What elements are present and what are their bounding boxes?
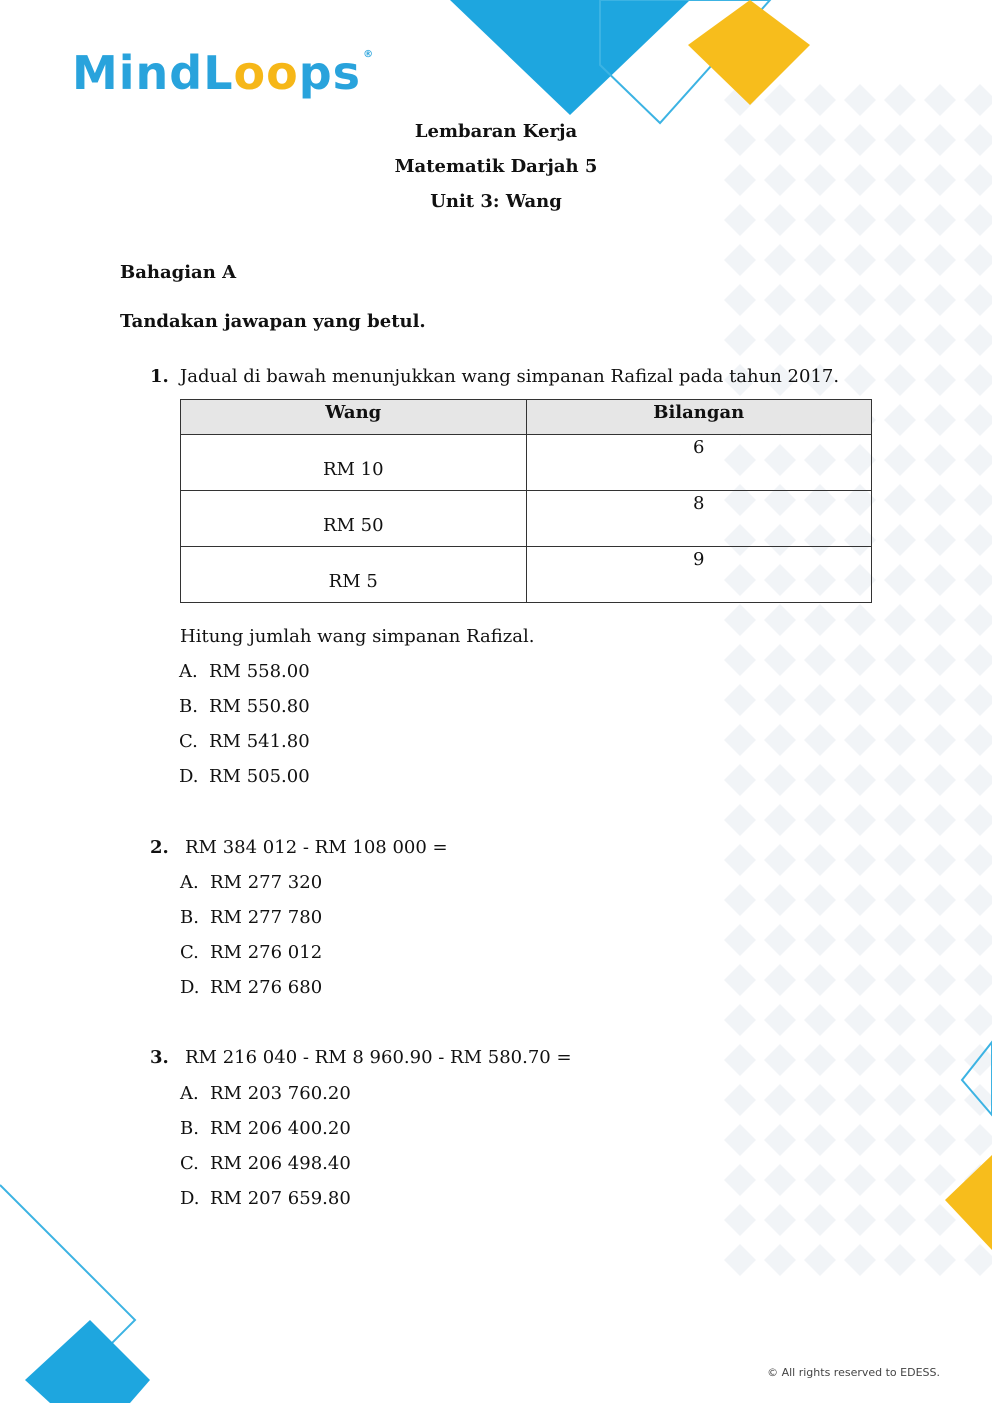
option-letter: C. bbox=[179, 731, 198, 752]
section-title: Bahagian A bbox=[120, 262, 237, 283]
money-amount-cell: RM 10 bbox=[322, 459, 384, 480]
option-text: RM 550.80 bbox=[209, 696, 310, 717]
answer-option[interactable] bbox=[179, 766, 310, 787]
question-number: 2. bbox=[150, 837, 169, 858]
option-letter: A. bbox=[179, 661, 198, 682]
option-text: RM 206 400.20 bbox=[210, 1118, 351, 1139]
count-cell: 9 bbox=[693, 549, 705, 570]
savings-table bbox=[180, 399, 872, 603]
answer-option[interactable] bbox=[179, 731, 310, 752]
option-text: RM 206 498.40 bbox=[210, 1153, 351, 1174]
option-text: RM 277 780 bbox=[210, 907, 323, 928]
column-header: Wang bbox=[181, 400, 527, 435]
answer-option[interactable] bbox=[180, 1188, 351, 1209]
answer-option[interactable] bbox=[180, 872, 322, 893]
option-letter: C. bbox=[180, 1153, 199, 1174]
option-text: RM 277 320 bbox=[210, 872, 323, 893]
question-number: 1. bbox=[150, 366, 169, 387]
option-letter: B. bbox=[179, 696, 198, 717]
table-row bbox=[181, 491, 872, 547]
option-letter: D. bbox=[179, 766, 199, 787]
question-text: Jadual di bawah menunjukkan wang simpanan Rafizal pada tahun 2017. bbox=[180, 366, 840, 387]
option-letter: A. bbox=[180, 872, 199, 893]
question-number: 3. bbox=[150, 1047, 169, 1068]
table-row bbox=[181, 547, 872, 603]
option-text: RM 276 012 bbox=[210, 942, 323, 963]
question-prompt: Hitung jumlah wang simpanan Rafizal. bbox=[180, 626, 535, 647]
answer-option[interactable] bbox=[180, 1153, 351, 1174]
unit-title: Unit 3: Wang bbox=[430, 191, 562, 212]
count-cell: 8 bbox=[693, 493, 705, 514]
money-amount-cell: RM 5 bbox=[328, 571, 378, 592]
answer-option[interactable] bbox=[180, 907, 322, 928]
option-text: RM 541.80 bbox=[209, 731, 310, 752]
option-text: RM 276 680 bbox=[210, 977, 323, 998]
subject-title: Matematik Darjah 5 bbox=[394, 156, 598, 177]
option-letter: A. bbox=[180, 1083, 199, 1104]
answer-option[interactable] bbox=[180, 1118, 351, 1139]
column-header: Bilangan bbox=[526, 400, 872, 435]
option-letter: D. bbox=[180, 977, 200, 998]
section-instruction: Tandakan jawapan yang betul. bbox=[120, 311, 426, 332]
mindloops-logo: MindLoops ® bbox=[72, 46, 375, 100]
copyright-footer: © All rights reserved to EDESS. bbox=[767, 1366, 940, 1379]
option-letter: D. bbox=[180, 1188, 200, 1209]
option-text: RM 207 659.80 bbox=[210, 1188, 351, 1209]
answer-option[interactable] bbox=[179, 661, 310, 682]
money-amount-cell: RM 50 bbox=[322, 515, 384, 536]
answer-option[interactable] bbox=[180, 942, 322, 963]
answer-option[interactable] bbox=[180, 1083, 351, 1104]
count-cell: 6 bbox=[693, 437, 705, 458]
worksheet-title: Lembaran Kerja bbox=[414, 121, 578, 142]
option-letter: C. bbox=[180, 942, 199, 963]
question-text: RM 216 040 - RM 8 960.90 - RM 580.70 = bbox=[185, 1047, 572, 1068]
table-row bbox=[181, 435, 872, 491]
option-text: RM 505.00 bbox=[209, 766, 310, 787]
answer-option[interactable] bbox=[179, 696, 310, 717]
option-letter: B. bbox=[180, 1118, 199, 1139]
table-header-row bbox=[181, 400, 872, 435]
question-text: RM 384 012 - RM 108 000 = bbox=[185, 837, 448, 858]
option-text: RM 203 760.20 bbox=[210, 1083, 351, 1104]
option-letter: B. bbox=[180, 907, 199, 928]
answer-option[interactable] bbox=[180, 977, 322, 998]
option-text: RM 558.00 bbox=[209, 661, 310, 682]
